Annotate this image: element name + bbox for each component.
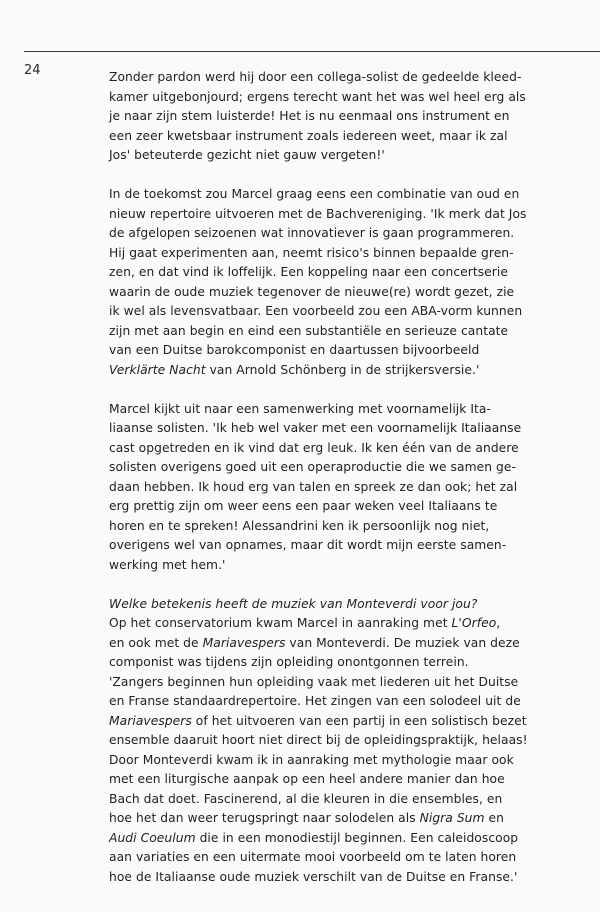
header-rule — [24, 51, 600, 52]
text-line: Verklärte Nacht van Arnold Schönberg in de strijkersversie.' — [109, 362, 480, 377]
work-title: Verklärte Nacht — [109, 362, 206, 377]
text-line: solisten overigens goed uit een operaproductie die we samen ge- — [109, 460, 517, 474]
work-title: Nigra Sum — [419, 811, 485, 825]
text-line: hoe de Italiaanse oude muziek verschilt van de Duitse en Franse.' — [109, 869, 518, 884]
work-title: Mariavespers — [202, 635, 286, 650]
paragraph — [109, 68, 591, 166]
text-line: zijn met aan begin en eind een substantiële en serieuze cantate — [109, 323, 509, 338]
text-line: ensemble daaruit hoort niet direct bij de opleidingspraktijk, helaas! — [109, 733, 528, 747]
paragraph — [109, 400, 591, 576]
text-line: van een Duitse barokcomponist en daartussen bijvoorbeeld — [109, 343, 480, 357]
text-line: daan hebben. Ik houd erg van talen en spreek ze dan ook; het zal — [109, 479, 518, 494]
text-line: hoe het dan weer terugspringt naar solodelen als Nigra Sum en — [109, 811, 504, 825]
text-line: In de toekomst zou Marcel graag eens een combinatie van oud en — [109, 187, 520, 201]
text-line: Hij gaat experimenten aan, neemt risico's binnen bepaalde gren- — [109, 245, 514, 260]
text-line: zen, en dat vind ik loffelijk. Een koppeling naar een concertserie — [109, 265, 508, 279]
text-line: Marcel kijkt uit naar een samenwerking met voornamelijk Ita- — [109, 401, 492, 416]
page-number: 24 — [24, 63, 41, 78]
text-line: de afgelopen seizoenen wat innovatiever is gaan programmeren. — [109, 226, 515, 240]
text-line: horen en te spreken! Alessandrini ken ik persoonlijk nog niet, — [109, 518, 490, 533]
text-line: Mariavespers of het uitvoeren van een partij in een solistisch bezet — [109, 713, 527, 728]
text-line: Audi Coeulum die in een monodiestijl beginnen. Een caleidoscoop — [109, 830, 519, 845]
text-line: Bach dat doet. Fascinerend, al die kleuren in die ensembles, en — [109, 791, 503, 806]
text-line: componist was tijdens zijn opleiding onontgonnen terrein. — [109, 655, 469, 669]
text-line: ik wel als levensvatbaar. Een voorbeeld zou een ABA-vorm kunnen — [109, 304, 523, 318]
text-line: nieuw repertoire uitvoeren met de Bachvereniging. 'Ik merk dat Jos — [109, 206, 527, 221]
text-line: aan variaties en een uitermate mooi voorbeeld om te laten horen — [109, 850, 517, 864]
body-text — [109, 68, 591, 887]
text-line: en ook met de Mariavespers van Monteverdi. De muziek van deze — [109, 635, 520, 650]
text-line: waarin de oude muziek tegenover de nieuwe(re) wordt gezet, zie — [109, 284, 515, 299]
text-line: werking met hem.' — [109, 557, 226, 572]
paragraph — [109, 595, 591, 888]
text-line: een zeer kwetsbaar instrument zoals iedereen weet, maar ik zal — [109, 128, 508, 143]
text-line: Op het conservatorium kwam Marcel in aanraking met L'Orfeo, — [109, 616, 501, 630]
text-line: Zonder pardon werd hij door een collega-solist de gedeelde kleed- — [109, 70, 522, 84]
text-line: met een liturgische aanpak op een heel andere manier dan hoe — [109, 772, 505, 786]
paragraph — [109, 185, 591, 380]
text-line: en Franse standaardrepertoire. Het zingen van een solodeel uit de — [109, 694, 521, 708]
work-title: L'Orfeo — [451, 616, 497, 630]
text-line: overigens wel van opnames, maar dit wordt mijn eerste samen- — [109, 538, 507, 552]
text-line: erg prettig zijn om weer eens een paar weken veel Italiaans te — [109, 499, 498, 513]
text-line: 'Zangers beginnen hun opleiding vaak met liederen uit het Duitse — [109, 674, 519, 689]
text-line: kamer uitgebonjourd; ergens terecht want het was wel heel erg als — [109, 89, 526, 104]
text-line: Door Monteverdi kwam ik in aanraking met mythologie maar ook — [109, 752, 514, 767]
interview-question: Welke betekenis heeft de muziek van Monteverdi voor jou? — [109, 596, 478, 611]
work-title: Audi Coeulum — [109, 830, 196, 845]
text-line: liaanse solisten. 'Ik heb wel vaker met een voornamelijk Italiaanse — [109, 421, 522, 435]
text-line: je naar zijn stem luisterde! Het is nu eenmaal ons instrument en — [109, 109, 510, 123]
text-line: Jos' beteuterde gezicht niet gauw vergeten!' — [109, 148, 385, 162]
text-line: cast opgetreden en ik vind dat erg leuk. Ik ken één van de andere — [109, 440, 519, 455]
work-title: Mariavespers — [109, 713, 192, 728]
